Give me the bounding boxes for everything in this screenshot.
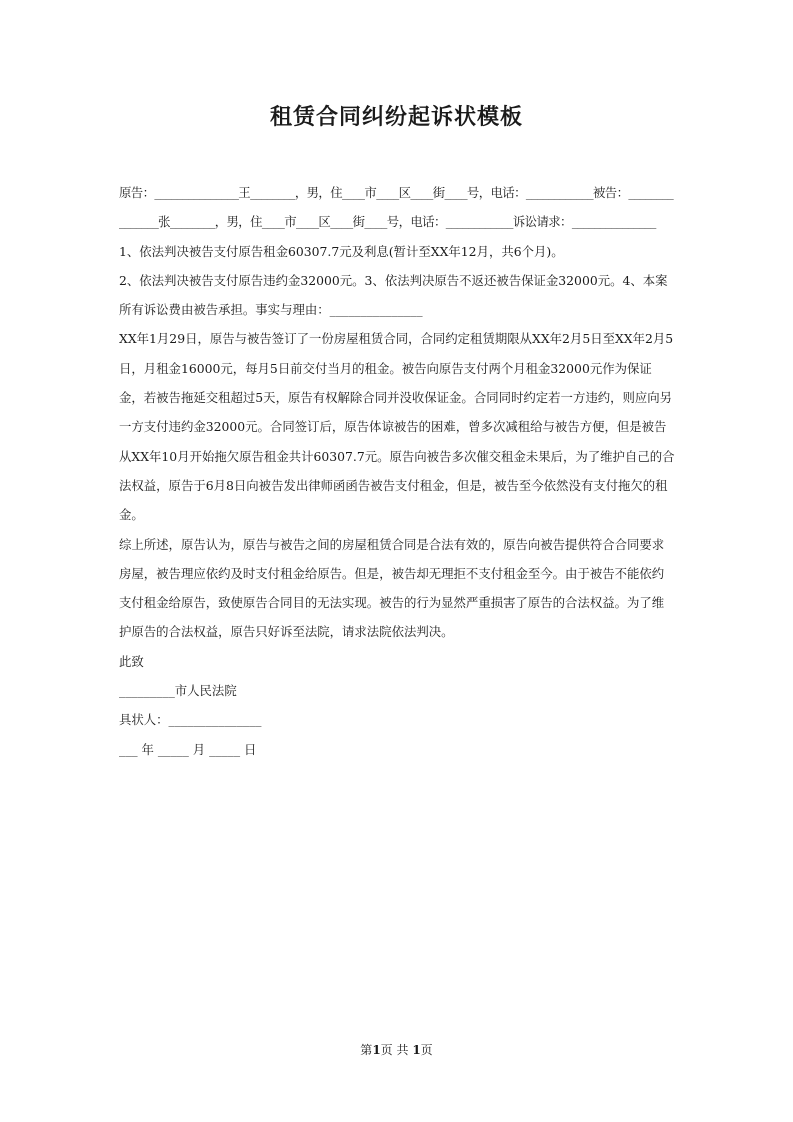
claims-2-4-paragraph: 2、依法判决被告支付原告违约金32000元。3、依法判决原告不返还被告保证金32000元。4、本案所有诉讼费由被告承担。事实与理由：_______________ [119,272,668,318]
page-footer [0,1040,793,1060]
page-total: 1 [412,1043,421,1057]
document-title: 租赁合同纠纷起诉状模板 [269,104,523,130]
summary-paragraph: 综上所述，原告认为，原告与被告之间的房屋租赁合同是合法有效的，原告向被告提供符合合同要求房屋，被告理应依约及时支付租金给原告。但是，被告却无理拒不支付租金至今。由于被告不能依约支付租金给原告，致使原告合同目的无法实现。被告的行为显然严重损害了原告的合法权益。为了维护原告的合法权益，原告只好诉至法院，请求法院依法判决。 [119,536,665,640]
parties-paragraph: 原告：_______________王________，男，住____市____区____街____号，电话：____________被告：_______________张________，男，住____市____区____街____号，电话：____________诉讼请求：_______________ [119,185,674,230]
court-line: _________市人民法院 [119,683,237,699]
plaintiff-signature-line: 具状人：_______________ [119,712,262,728]
facts-paragraph: XX年1月29日，原告与被告签订了一份房屋租赁合同，合同约定租赁期限从XX年2月5日至XX年2月5日，月租金16000元，每月5日前交付当月的租金。被告向原告支付两个月租金32000元作为保证金，若被告拖延交租超过5天，原告有权解除合同并没收保证金。合同同时约定若一方违约，则应向另一方支付违约金32000元。合同签订后，原告体谅被告的困难，曾多次减租给与被告方便，但是被告从XX年10月开始拖欠原告租金共计60307.7元。原告向被告多次催交租金未果后，为了维护自己的合法权益，原告于6月8日向被告发出律师函函告被告支付租金，但是，被告至今依然没有支付拖欠的租金。 [119,331,675,523]
salutation-line: 此致 [119,653,144,669]
page-current: 1 [372,1043,381,1057]
claim-1-paragraph: 1、依法判决被告支付原告租金60307.7元及利息(暂计至XX年12月，共6个月)。 [119,243,564,259]
page-label-mid: 页 共 [380,1043,413,1057]
page-label-suffix: 页 [420,1043,433,1057]
page-label-prefix: 第 [360,1043,373,1057]
document-body [119,178,675,764]
date-line: ___ 年 _____ 月 _____ 日 [119,741,257,757]
